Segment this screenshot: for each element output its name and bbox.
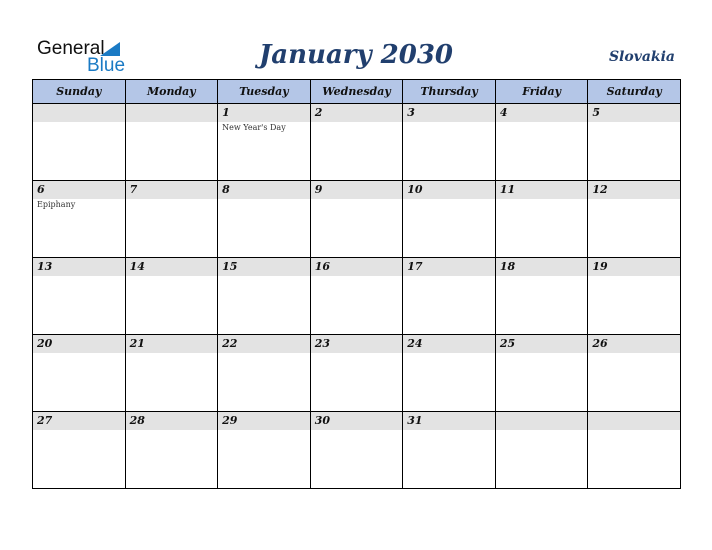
- day-cell: [403, 104, 496, 181]
- day-number: 9: [311, 181, 403, 199]
- weekday-header: Monday: [125, 80, 218, 104]
- day-cell: [403, 181, 496, 258]
- day-number: 24: [403, 335, 495, 353]
- day-number: 15: [218, 258, 310, 276]
- day-number: 2: [311, 104, 403, 122]
- day-cell: [125, 412, 218, 489]
- day-cell: [495, 335, 588, 412]
- day-cell: [310, 335, 403, 412]
- day-number: 22: [218, 335, 310, 353]
- weekday-header: Friday: [495, 80, 588, 104]
- day-number: 23: [311, 335, 403, 353]
- day-cell: [403, 335, 496, 412]
- calendar-grid: [32, 79, 681, 489]
- day-cell: [310, 258, 403, 335]
- day-cell: [33, 104, 126, 181]
- day-cell: [33, 335, 126, 412]
- day-number: 21: [126, 335, 218, 353]
- day-number: 10: [403, 181, 495, 199]
- day-number: 16: [311, 258, 403, 276]
- day-cell: [310, 104, 403, 181]
- day-number: 6: [33, 181, 125, 199]
- day-cell: [125, 258, 218, 335]
- day-cell: [495, 181, 588, 258]
- week-row: [33, 335, 681, 412]
- day-number: 30: [311, 412, 403, 430]
- day-number: 26: [588, 335, 680, 353]
- day-number: [126, 104, 218, 122]
- day-cell: [125, 335, 218, 412]
- day-cell: [218, 412, 311, 489]
- day-number: 27: [33, 412, 125, 430]
- day-cell: [218, 258, 311, 335]
- day-number: 8: [218, 181, 310, 199]
- day-cell: [495, 258, 588, 335]
- day-number: [33, 104, 125, 122]
- holiday-label: Epiphany: [37, 200, 76, 209]
- day-cell: [588, 258, 681, 335]
- day-cell: [218, 181, 311, 258]
- day-number: 4: [496, 104, 588, 122]
- day-number: 28: [126, 412, 218, 430]
- day-number: 14: [126, 258, 218, 276]
- weekday-header: Sunday: [33, 80, 126, 104]
- day-number: 20: [33, 335, 125, 353]
- country-label: Slovakia: [608, 49, 675, 65]
- day-cell: [310, 412, 403, 489]
- day-number: 5: [588, 104, 680, 122]
- day-cell: [588, 412, 681, 489]
- day-number: 18: [496, 258, 588, 276]
- page-title: January 2030: [258, 40, 454, 70]
- day-cell: [218, 335, 311, 412]
- day-cell: [33, 258, 126, 335]
- day-cell: [588, 335, 681, 412]
- week-row: [33, 412, 681, 489]
- week-row: [33, 258, 681, 335]
- day-number: 19: [588, 258, 680, 276]
- day-cell: [588, 181, 681, 258]
- day-number: 1: [218, 104, 310, 122]
- weekday-header: Tuesday: [218, 80, 311, 104]
- week-row: [33, 181, 681, 258]
- day-cell: [588, 104, 681, 181]
- day-cell: [125, 181, 218, 258]
- day-cell: [403, 258, 496, 335]
- day-cell: [495, 412, 588, 489]
- day-number: 11: [496, 181, 588, 199]
- day-cell: [310, 181, 403, 258]
- logo-general: General: [37, 38, 105, 59]
- day-number: 25: [496, 335, 588, 353]
- day-cell: [33, 181, 126, 258]
- logo-blue: Blue: [87, 55, 126, 76]
- day-number: 31: [403, 412, 495, 430]
- day-number: 13: [33, 258, 125, 276]
- weekday-header: Thursday: [403, 80, 496, 104]
- day-cell: [495, 104, 588, 181]
- holiday-label: New Year's Day: [222, 123, 286, 132]
- day-number: 12: [588, 181, 680, 199]
- day-number: 3: [403, 104, 495, 122]
- week-row: [33, 104, 681, 181]
- day-number: 29: [218, 412, 310, 430]
- day-number: 7: [126, 181, 218, 199]
- day-cell: [218, 104, 311, 181]
- day-number: [588, 412, 680, 430]
- day-number: [496, 412, 588, 430]
- day-cell: [125, 104, 218, 181]
- day-cell: [403, 412, 496, 489]
- day-cell: [33, 412, 126, 489]
- weekday-header: Saturday: [588, 80, 681, 104]
- day-number: 17: [403, 258, 495, 276]
- weekday-header: Wednesday: [310, 80, 403, 104]
